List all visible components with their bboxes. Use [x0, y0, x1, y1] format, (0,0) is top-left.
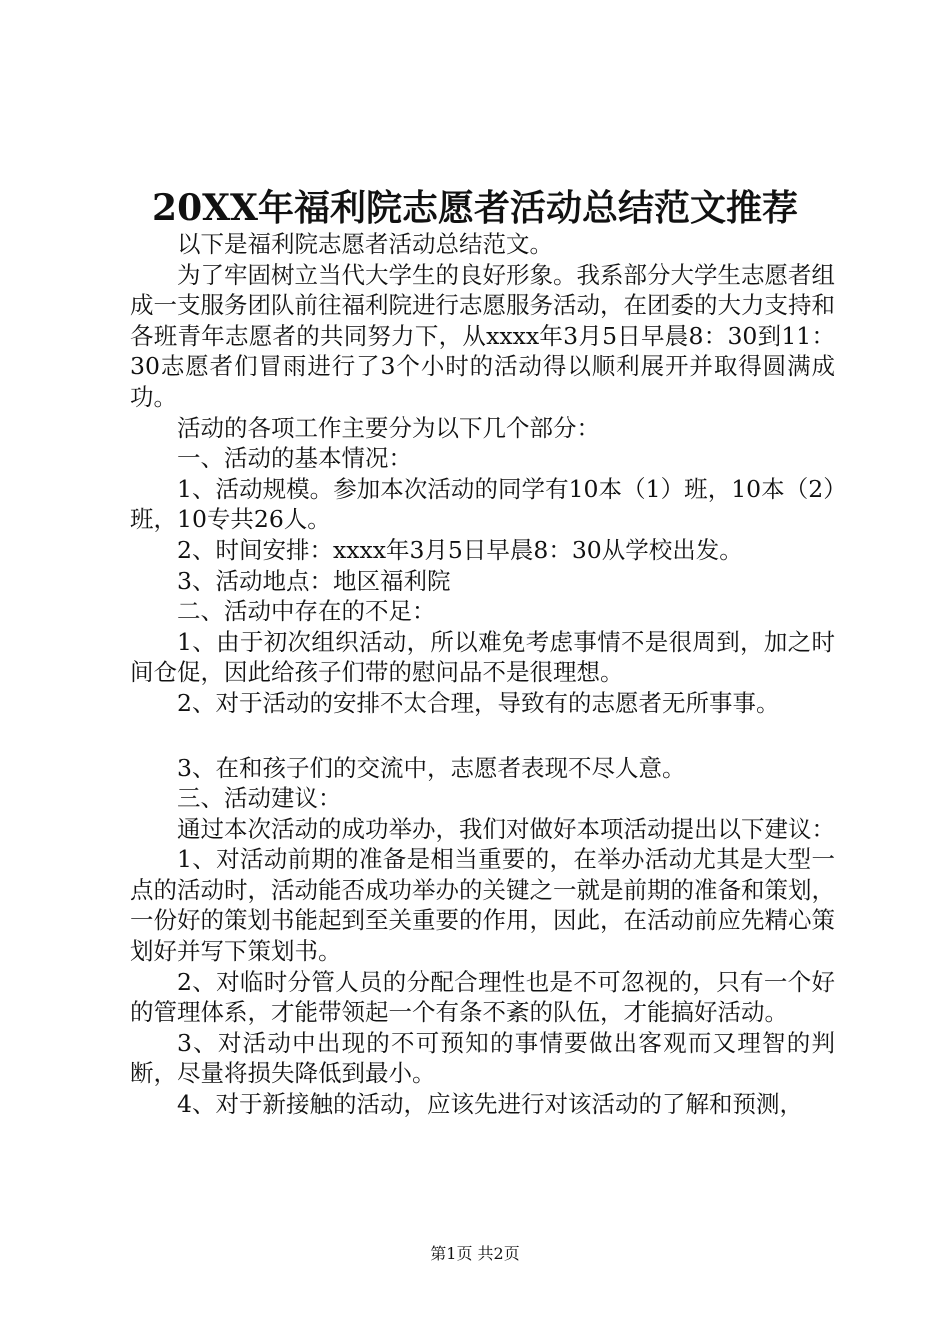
- paragraph-overview: 活动的各项工作主要分为以下几个部分：: [177, 413, 600, 442]
- paragraph-shortcoming-2: 2、对于活动的安排不太合理，导致有的志愿者无所事事。: [177, 688, 780, 717]
- paragraph-shortcoming-3: 3、在和孩子们的交流中，志愿者表现不尽人意。: [177, 753, 686, 782]
- paragraph-suggestion-2: 2、对临时分管人员的分配合理性也是不可忽视的，只有一个好的管理体系，才能带领起一个有条不紊的队伍，才能搞好活动。: [130, 967, 835, 1027]
- document-title: 20XX年福利院志愿者活动总结范文推荐: [152, 187, 798, 229]
- paragraph-suggestions-intro: 通过本次活动的成功举办，我们对做好本项活动提出以下建议：: [177, 814, 835, 843]
- paragraph-suggestion-4: 4、对于新接触的活动，应该先进行对该活动的了解和预测，: [177, 1090, 803, 1119]
- paragraph-scale: 1、活动规模。参加本次活动的同学有10本（1）班，10本（2）班，10专共26人。: [130, 474, 835, 534]
- paragraph-schedule: 2、时间安排：xxxx年3月5日早晨8：30从学校出发。: [177, 535, 743, 564]
- section-heading-basic-info: 一、活动的基本情况：: [177, 444, 412, 473]
- section-heading-shortcomings: 二、活动中存在的不足：: [177, 597, 436, 626]
- paragraph-shortcoming-1: 1、由于初次组织活动，所以难免考虑事情不是很周到，加之时间仓促，因此给孩子们带的慰问品不是很理想。: [130, 627, 835, 687]
- paragraph-suggestion-3: 3、对活动中出现的不可预知的事情要做出客观而又理智的判断，尽量将损失降低到最小。: [130, 1028, 835, 1088]
- document-body: [130, 229, 835, 1120]
- paragraph-location: 3、活动地点：地区福利院: [177, 566, 451, 595]
- section-heading-suggestions: 三、活动建议：: [177, 784, 342, 813]
- page-footer: 第1页 共2页: [430, 1244, 520, 1263]
- paragraph-intro: 以下是福利院志愿者活动总结范文。: [177, 230, 553, 258]
- paragraph-gap: [130, 719, 835, 753]
- paragraph-suggestion-1: 1、对活动前期的准备是相当重要的，在举办活动尤其是大型一点的活动时，活动能否成功举办的关键之一就是前期的准备和策划，一份好的策划书能起到至关重要的作用，因此，在活动前应先精心策划好并写下策划书。: [130, 845, 835, 966]
- paragraph-background: 为了牢固树立当代大学生的良好形象。我系部分大学生志愿者组成一支服务团队前往福利院进行志愿服务活动，在团委的大力支持和各班青年志愿者的共同努力下，从xxxx年3月5日早晨8：30到11：30志愿者们冒雨进行了3个小时的活动得以顺利展开并取得圆满成功。: [130, 260, 835, 411]
